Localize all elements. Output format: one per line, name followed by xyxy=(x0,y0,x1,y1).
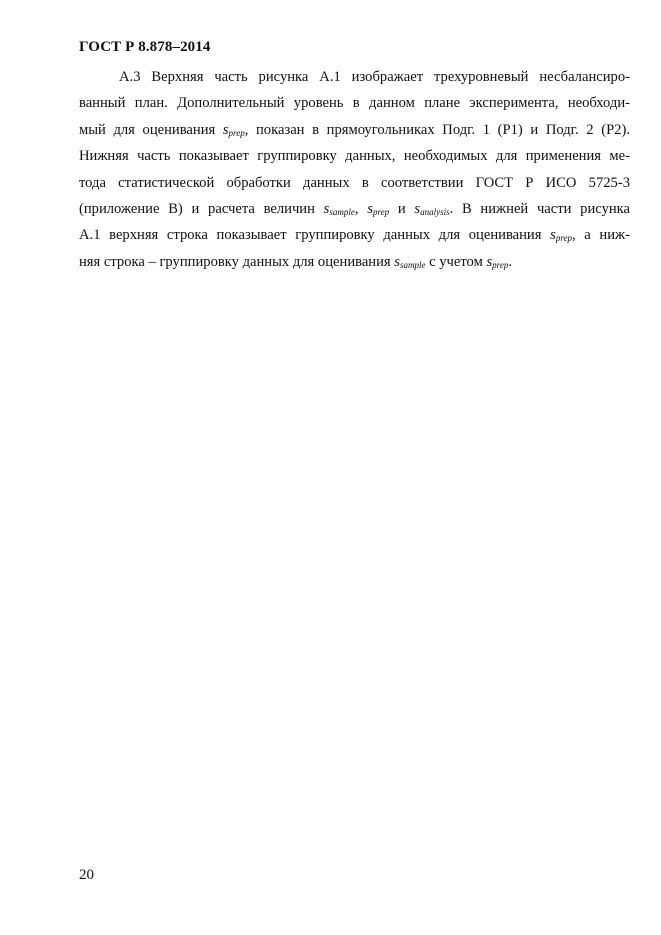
symbol-s-prep: $s_{prep}$ xyxy=(222,121,245,138)
symbol-s-analysis: $s_{analysis}$ xyxy=(414,201,450,218)
symbol-s-sample: $s_{sample}$ xyxy=(323,201,355,218)
symbol-s-prep: $s_{prep}$ xyxy=(486,253,509,270)
text-line-2: ванный план. Дополнительный уровень в данном плане эксперимента, необходи- xyxy=(79,95,630,112)
paragraph-a3 xyxy=(79,64,630,275)
document-code-header: ГОСТ Р 8.878–2014 xyxy=(79,39,211,55)
text-line-7: А.1 верхняя строка показывает группировку данных для оценивания $s_{prep}$, а ниж- xyxy=(79,227,630,244)
symbol-s-prep: $s_{prep}$ xyxy=(550,227,572,244)
text-line-1: А.3 Верхняя часть рисунка А.1 изображает трехуровневый несбалансиро- xyxy=(119,69,630,85)
text-line-4: Нижняя часть показывает группировку данных, необходимых для применения ме- xyxy=(79,148,630,165)
text-line-6: (приложение В) и расчета величин $s_{sample}$, $s_{prep}$ и $s_{analysis}$. В нижней части рисунка xyxy=(79,201,631,218)
text-line-8: няя строка – группировку данных для оценивания $s_{sample}$ с учетом $s_{prep}$. xyxy=(79,253,512,270)
page-number: 20 xyxy=(79,867,94,883)
symbol-s-sample: $s_{sample}$ xyxy=(394,253,426,270)
text-line-5: тода статистической обработки данных в соответствии ГОСТ Р ИСО 5725-3 xyxy=(79,174,630,191)
text-line-3: мый для оценивания $s_{prep}$, показан в прямоугольниках Подг. 1 (Р1) и Подг. 2 (Р2). xyxy=(79,121,630,138)
symbol-s-prep: $s_{prep}$ xyxy=(367,201,390,218)
